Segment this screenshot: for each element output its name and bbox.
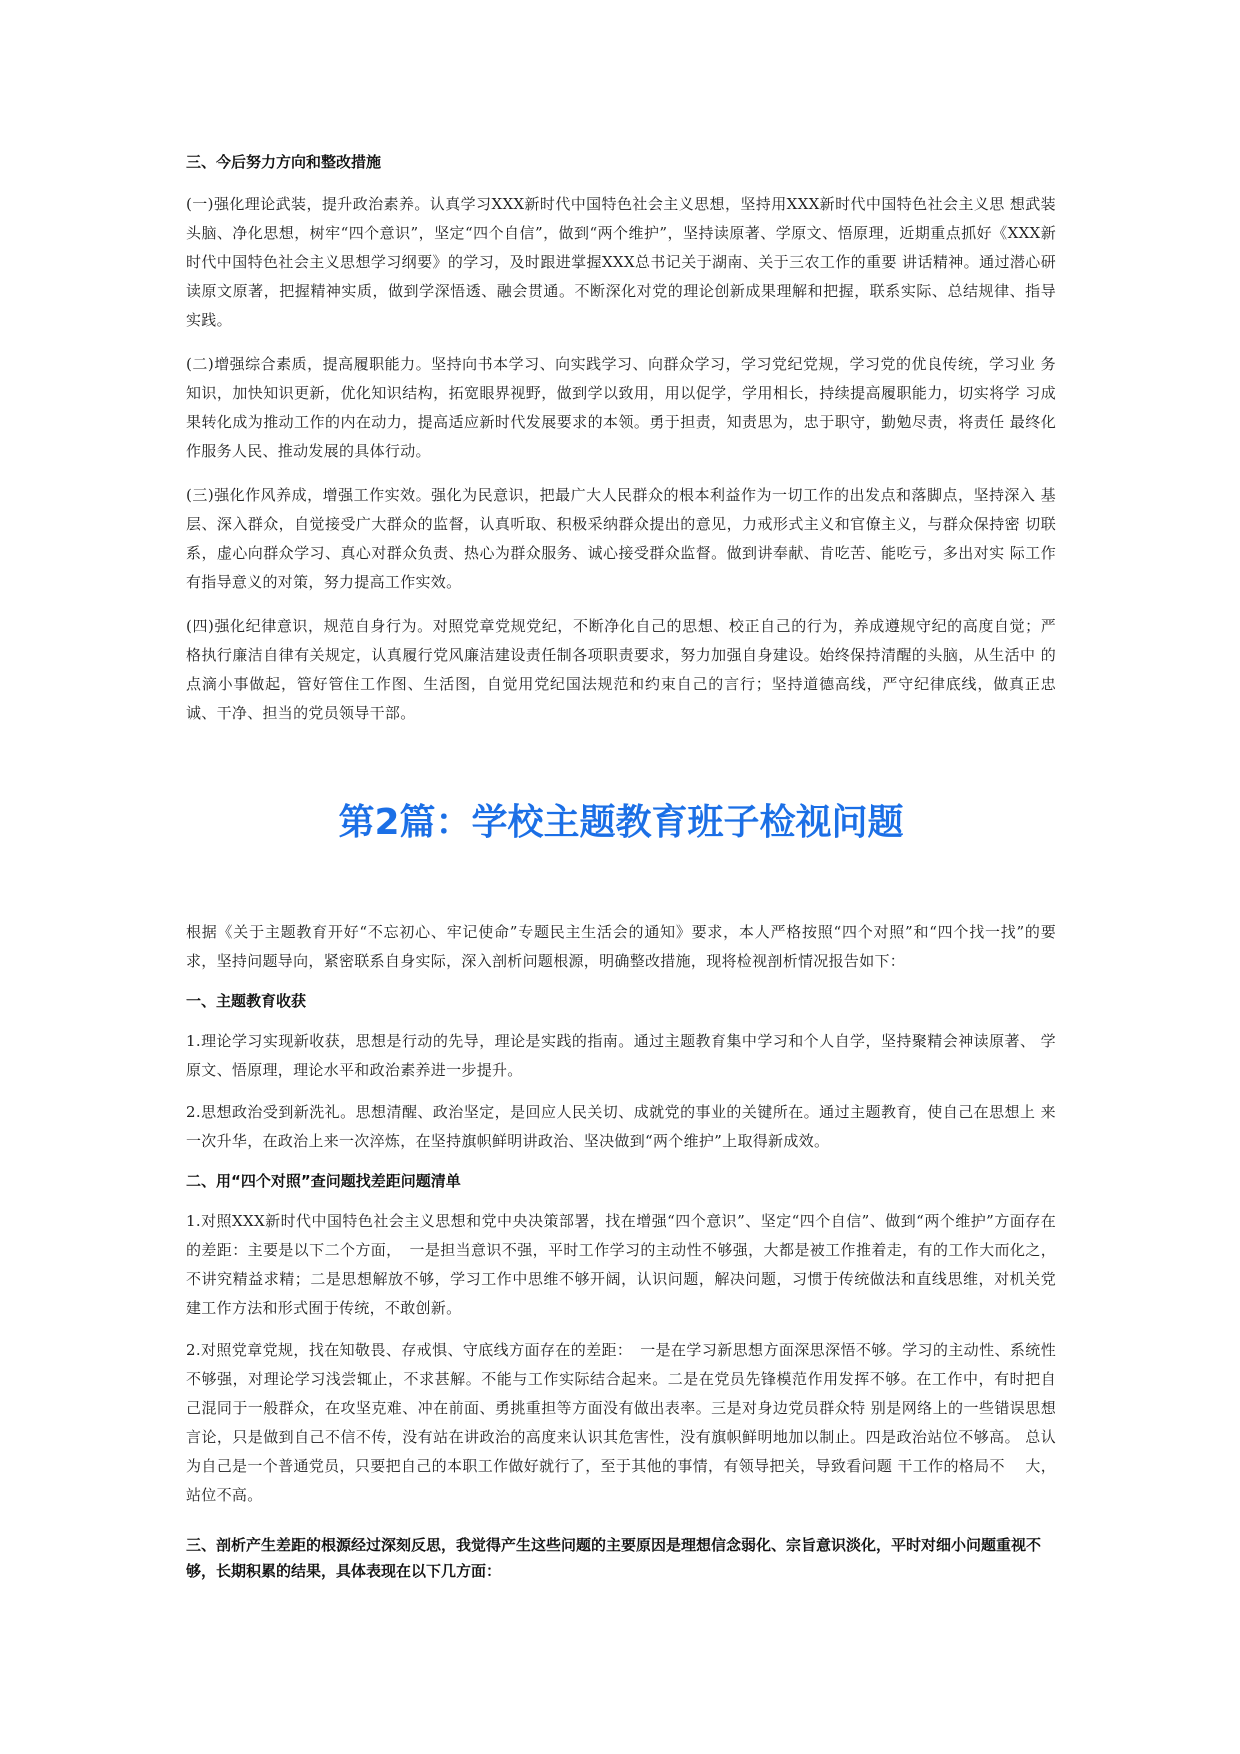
issue-item-1: 1.对照XXX新时代中国特色社会主义思想和党中央决策部署，找在增强“四个意识”、坚定“四个自信”、做到“两个维护”方面存在的差距：主要是以下二个方面， 一是担当意识不强，平时工作学习的主动性不够强，大都是被工作推着走，有的工作大而化之，不讲究精益求精；二是思想解放不够，学习工作中思维不够开阔，认识问题，解决问题，习惯于传统做法和直线思维，对机关党建工作方法和形式囿于传统，不敢创新。 <box>186 1212 1056 1317</box>
section-heading-root-causes: 三、剖析产生差距的根源经过深刻反思，我觉得产生这些问题的主要原因是理想信念弱化、宗旨意识淡化，平时对细小问题重视不够，长期积累的结果，具体表现在以下几方面： <box>186 1536 1042 1580</box>
section-heading-issues: 二、用“四个对照”查问题找差距问题清单 <box>186 1172 461 1190</box>
paragraph-quality: (二)增强综合素质，提高履职能力。坚持向书本学习、向实践学习、向群众学习，学习党纪党规，学习党的优良传统，学习业 务知识，加快知识更新，优化知识结构，拓宽眼界视野，做到学以致用，用以促学，学用相长，持续提高履职能力，切实将学 习成果转化成为推动工作的内在动力，提高适应新时代发展要求的本领。勇于担责，知责思为，忠于职守，勤勉尽责，将责任 最终化作服务人民、推动发展的具体行动。 <box>186 355 1056 460</box>
paragraph-theory: (一)强化理论武装，提升政治素养。认真学习XXX新时代中国特色社会主义思想，坚持用XXX新时代中国特色社会主义思 想武装头脑、净化思想，树牢“四个意识”，坚定“四个自信”，做到“两个维护”，坚持读原著、学原文、悟原理，近期重点抓好《XXX新时代中国特色社会主义思想学习纲要》的学习，及时跟进掌握XXX总书记关于湖南、关于三农工作的重要 讲话精神。通过潜心研读原文原著，把握精神实质，做到学深悟透、融会贯通。不断深化对党的理论创新成果理解和把握，联系实际、总结规律、指导实践。 <box>186 195 1056 329</box>
section-rectification <box>186 150 1056 728</box>
paragraph-discipline: (四)强化纪律意识，规范自身行为。对照党章党规党纪，不断净化自己的思想、校正自己的行为，养成遵规守纪的高度自觉；严 格执行廉洁自律有关规定，认真履行党风廉洁建设责任制各项职责要求，努力加强自身建设。始终保持清醒的头脑，从生活中 的点滴小事做起，管好管住工作图、生活图，自觉用党纪国法规范和约束自己的言行；坚持道德高线，严守纪律底线，做真正忠 诚、干净、担当的党员领导干部。 <box>186 617 1056 722</box>
document-page <box>186 150 1056 1584</box>
issue-item-2: 2.对照党章党规，找在知敬畏、存戒惧、守底线方面存在的差距： 一是在学习新思想方面深思深悟不够。学习的主动性、系统性不够强，对理论学习浅尝辄止，不求甚解。不能与工作实际结合起来。二是在党员先锋模范作用发挥不够。在工作中，有时把自己混同于一般群众，在攻坚克难、冲在前面、勇挑重担等方面没有做出表率。三是对身边党员群众特 别是网络上的一些错误思想言论，只是做到自己不信不传，没有站在讲政治的高度来认识其危害性，没有旗帜鲜明地加以制止。四是政治站位不够高。 总认为自己是一个普通党员，只要把自己的本职工作做好就行了，至于其他的事情，有领导把关，导致看问题 干工作的格局不 大，站位不高。 <box>186 1341 1056 1504</box>
gain-item-2: 2.思想政治受到新洗礼。思想清醒、政治坚定，是回应人民关切、成就党的事业的关键所在。通过主题教育，使自己在思想上 来一次升华，在政治上来一次淬炼，在坚持旗帜鲜明讲政治、坚决做到“两个维护”上取得新成效。 <box>186 1103 1056 1150</box>
paragraph-style: (三)强化作风养成，增强工作实效。强化为民意识，把最广大人民群众的根本利益作为一切工作的出发点和落脚点，坚持深入 基层、深入群众，自觉接受广大群众的监督，认真听取、积极采纳群众提出的意见，力戒形式主义和官僚主义，与群众保持密 切联系，虚心向群众学习、真心对群众负责、热心为群众服务、诚心接受群众监督。做到讲奉献、肯吃苦、能吃亏，多出对实 际工作有指导意义的对策，努力提高工作实效。 <box>186 486 1056 591</box>
intro-paragraph: 根据《关于主题教育开好“不忘初心、牢记使命”专题民主生活会的通知》要求，本人严格按照“四个对照”和“四个找一找”的要求，坚持问题导向，紧密联系自身实际，深入剖析问题根源，明确整改措施，现将检视剖析情况报告如下： <box>186 923 1056 970</box>
gain-item-1: 1.理论学习实现新收获，思想是行动的先导，理论是实践的指南。通过主题教育集中学习和个人自学，坚持聚精会神读原著、 学原文、悟原理，理论水平和政治素养进一步提升。 <box>186 1032 1056 1079</box>
article-title: 第2篇：学校主题教育班子检视问题 <box>338 802 904 843</box>
section-article-2 <box>186 918 1056 1584</box>
section-heading-gains: 一、主题教育收获 <box>186 992 307 1010</box>
section-heading-rectification: 三、今后努力方向和整改措施 <box>186 153 382 171</box>
